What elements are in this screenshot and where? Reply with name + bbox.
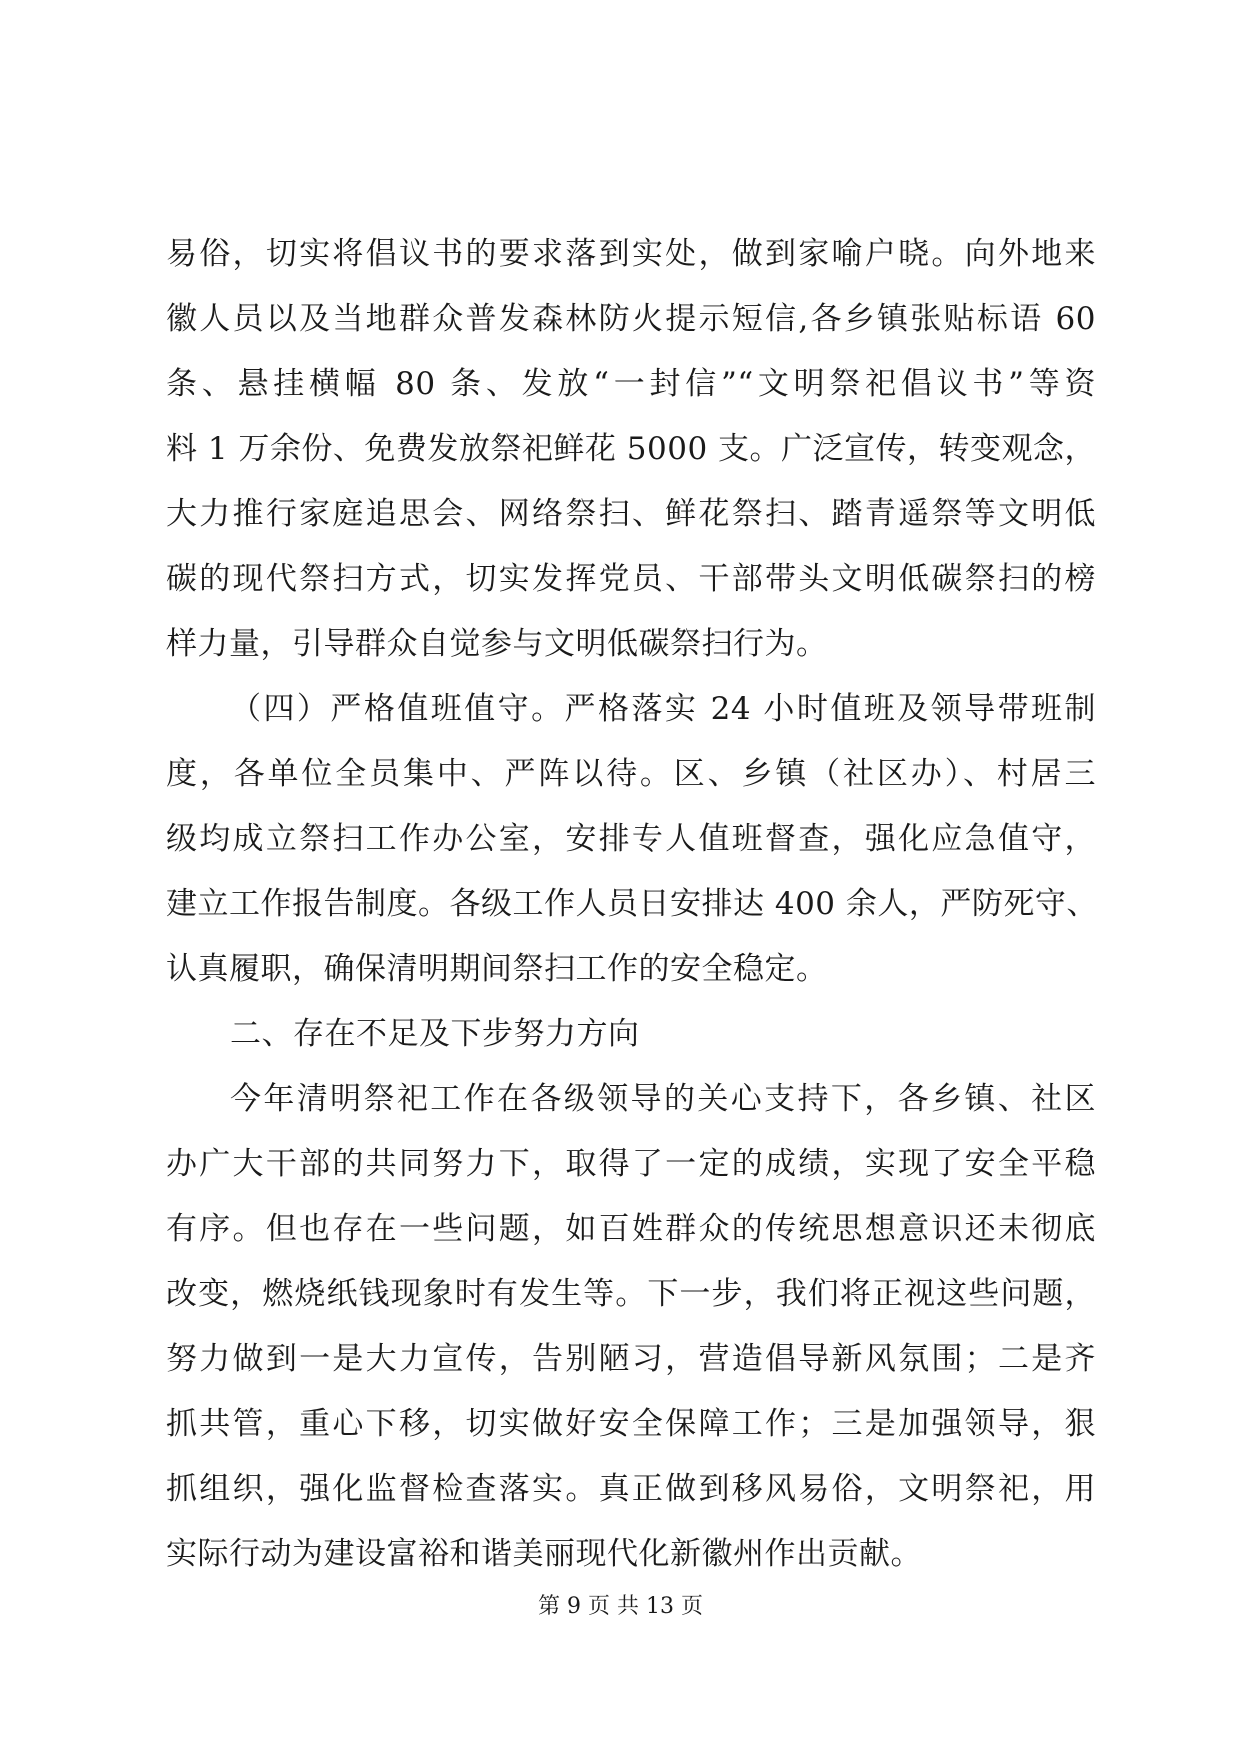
text-line: 办广大干部的共同努力下，取得了一定的成绩，实现了安全平稳 — [166, 1146, 1096, 1182]
section-heading: 二、存在不足及下步努力方向 — [230, 1016, 640, 1052]
document-body — [166, 222, 1096, 1587]
text-line: 易俗，切实将倡议书的要求落到实处，做到家喻户晓。向外地来 — [166, 236, 1096, 272]
text-line: 样力量，引导群众自觉参与文明低碳祭扫行为。 — [166, 626, 828, 662]
page-number-footer: 第 9 页 共 13 页 — [538, 1594, 703, 1619]
text-line: 条、悬挂横幅 80 条、发放“一封信”“文明祭祀倡议书”等资 — [166, 366, 1096, 402]
text-line: 徽人员以及当地群众普发森林防火提示短信,各乡镇张贴标语 60 — [166, 301, 1096, 337]
paragraph-start-line: （四）严格值班值守。严格落实 24 小时值班及领导带班制 — [230, 691, 1096, 727]
text-line: 大力推行家庭追思会、网络祭扫、鲜花祭扫、踏青遥祭等文明低 — [166, 496, 1096, 532]
text-line: 改变，燃烧纸钱现象时有发生等。下一步，我们将正视这些问题， — [166, 1276, 1096, 1312]
text-line: 料 1 万余份、免费发放祭祀鲜花 5000 支。广泛宣传，转变观念， — [166, 431, 1097, 467]
text-line: 认真履职，确保清明期间祭扫工作的安全稳定。 — [166, 951, 828, 987]
text-line: 有序。但也存在一些问题，如百姓群众的传统思想意识还未彻底 — [166, 1211, 1096, 1247]
text-line: 建立工作报告制度。各级工作人员日安排达 400 余人，严防死守、 — [166, 886, 1098, 922]
text-line: 实际行动为建设富裕和谐美丽现代化新徽州作出贡献。 — [166, 1536, 922, 1572]
text-line: 度，各单位全员集中、严阵以待。区、乡镇（社区办）、村居三 — [166, 756, 1096, 792]
text-line: 级均成立祭扫工作办公室，安排专人值班督查，强化应急值守， — [166, 821, 1096, 857]
text-line: 抓共管，重心下移，切实做好安全保障工作；三是加强领导，狠 — [166, 1406, 1096, 1442]
text-line: 抓组织，强化监督检查落实。真正做到移风易俗，文明祭祀，用 — [166, 1471, 1096, 1507]
text-line: 碳的现代祭扫方式，切实发挥党员、干部带头文明低碳祭扫的榜 — [166, 561, 1096, 597]
paragraph-start-line: 今年清明祭祀工作在各级领导的关心支持下，各乡镇、社区 — [230, 1081, 1096, 1117]
text-line: 努力做到一是大力宣传，告别陋习，营造倡导新风氛围；二是齐 — [166, 1341, 1096, 1377]
